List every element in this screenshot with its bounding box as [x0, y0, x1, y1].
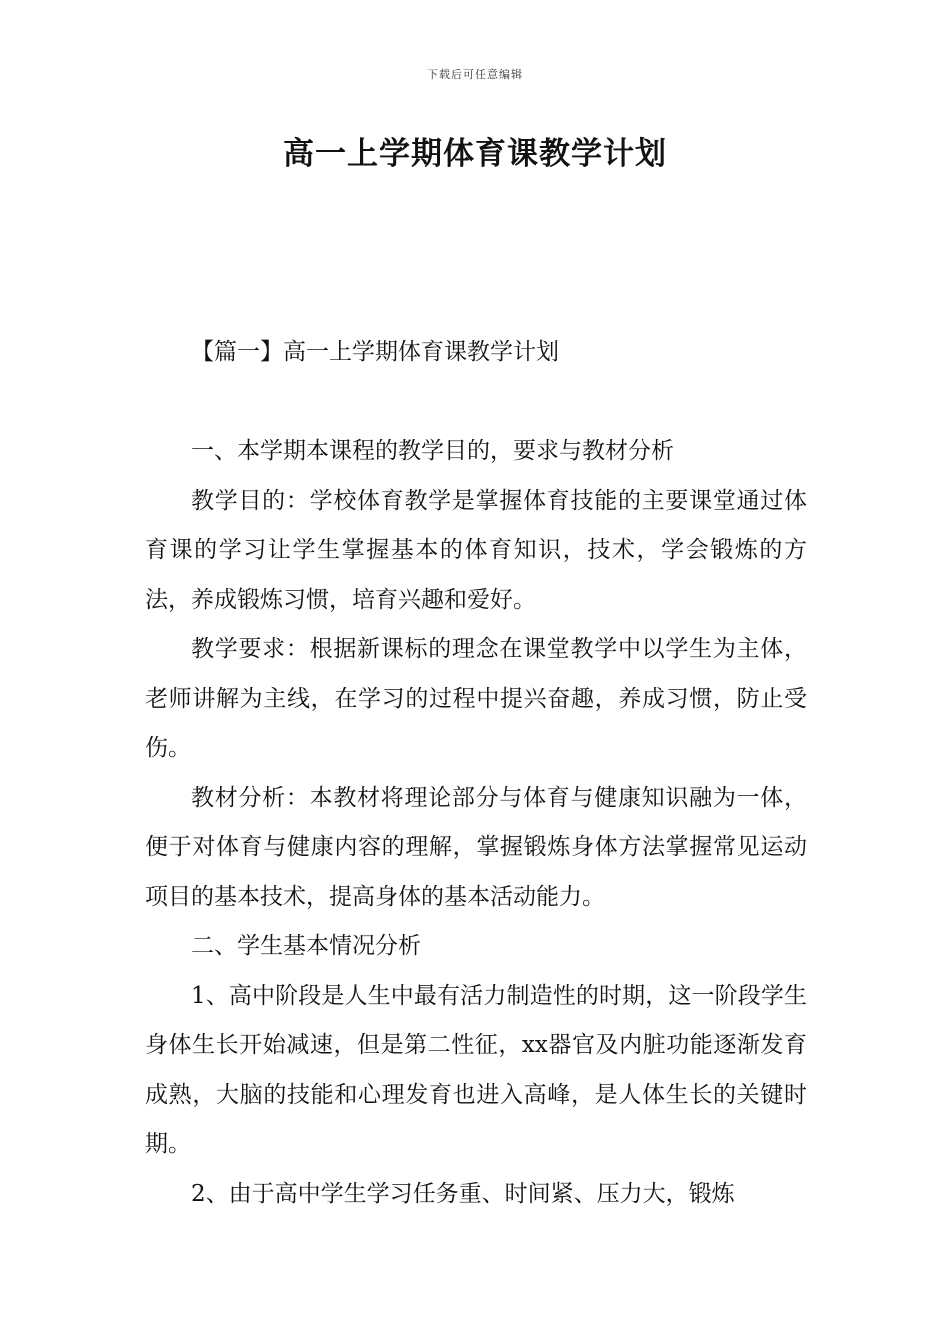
header-note: 下载后可任意编辑	[427, 68, 523, 81]
paragraph-heading-2: 二、学生基本情况分析	[191, 933, 421, 959]
paragraph-point-1: 1、高中阶段是人生中最有活力制造性的时期，这一阶段学生身体生长开始减速，但是第二性征，xx器官及内脏功能逐渐发育成熟，大脑的技能和心理发育也进入高峰，是人体生长的关键时期。	[145, 982, 807, 1157]
paragraph-teaching-goal: 教学目的：学校体育教学是掌握体育技能的主要课堂通过体育课的学习让学生掌握基本的体育知识，技术，学会锻炼的方法，养成锻炼习惯，培育兴趣和爱好。	[145, 487, 807, 613]
document-body	[145, 328, 807, 1219]
paragraph-point-2: 2、由于高中学生学习任务重、时间紧、压力大，锻炼	[191, 1180, 735, 1207]
section-heading: 【篇一】高一上学期体育课教学计划	[191, 339, 559, 365]
document-title: 高一上学期体育课教学计划	[283, 136, 667, 172]
paragraph-heading-1: 一、本学期本课程的教学目的，要求与教材分析	[191, 438, 674, 464]
paragraph-material-analysis: 教材分析：本教材将理论部分与体育与健康知识融为一体，便于对体育与健康内容的理解，掌握锻炼身体方法掌握常见运动项目的基本技术，提高身体的基本活动能力。	[145, 784, 807, 910]
paragraph-teaching-requirement: 教学要求：根据新课标的理念在课堂教学中以学生为主体，老师讲解为主线，在学习的过程中提兴奋趣，养成习惯，防止受伤。	[145, 636, 807, 761]
